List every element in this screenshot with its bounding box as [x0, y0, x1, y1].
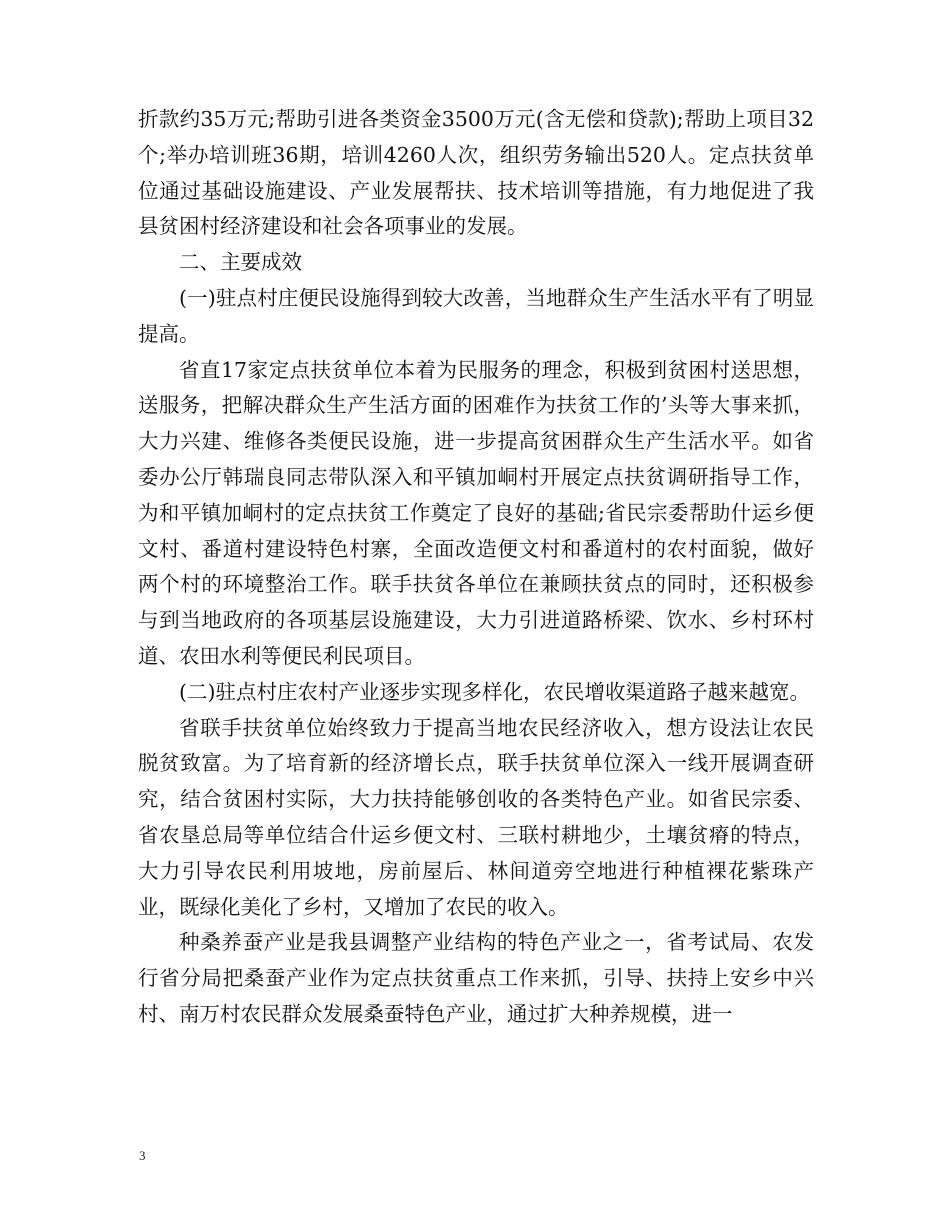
body-paragraph: 种桑养蚕产业是我县调整产业结构的特色产业之一，省考试局、农发行省分局把桑蚕产业作为定点扶贫重点工作来抓，引导、扶持上安乡中兴村、南万村农民群众发展桑蚕特色产业，通过扩大种养规模，进一 — [138, 930, 814, 1026]
section-heading: 二、主要成效 — [179, 250, 302, 275]
document-body — [138, 102, 814, 1033]
subsection-heading: (一)驻点村庄便民设施得到较大改善，当地群众生产生活水平有了明显提高。 — [138, 285, 814, 346]
body-paragraph: 省直17家定点扶贫单位本着为民服务的理念，积极到贫困村送思想，送服务，把解决群众生产生活方面的困难作为扶贫工作的’头等大事来抓，大力兴建、维修各类便民设施，进一步提高贫困群众生产生活水平。如省委办公厅韩瑞良同志带队深入和平镇加峒村开展定点扶贫调研指导工作，为和平镇加峒村的定点扶贫工作奠定了良好的基础;省民宗委帮助什运乡便文村、番道村建设特色村寨，全面改造便文村和番道村的农村面貌，做好两个村的环境整治工作。联手扶贫各单位在兼顾扶贫点的同时，还积极参与到当地政府的各项基层设施建设，大力引进道路桥梁、饮水、乡村环村道、农田水利等便民利民项目。 — [138, 357, 814, 668]
body-paragraph: 折款约35万元;帮助引进各类资金3500万元(含无偿和贷款);帮助上项目32个;举办培训班36期，培训4260人次，组织劳务输出520人。定点扶贫单位通过基础设施建设、产业发展帮扶、技术培训等措施，有力地促进了我县贫困村经济建设和社会各项事业的发展。 — [138, 107, 814, 239]
body-paragraph: 省联手扶贫单位始终致力于提高当地农民经济收入，想方设法让农民脱贫致富。为了培育新的经济增长点，联手扶贫单位深入一线开展调查研究，结合贫困村实际，大力扶持能够创收的各类特色产业。如省民宗委、省农垦总局等单位结合什运乡便文村、三联村耕地少，土壤贫瘠的特点，大力引导农民利用坡地，房前屋后、林间道旁空地进行种植裸花紫珠产业，既绿化美化了乡村，又增加了农民的收入。 — [138, 715, 814, 919]
subsection-heading: (二)驻点村庄农村产业逐步实现多样化，农民增收渠道路子越来越宽。 — [179, 679, 810, 704]
page-number: 3 — [139, 1148, 146, 1163]
